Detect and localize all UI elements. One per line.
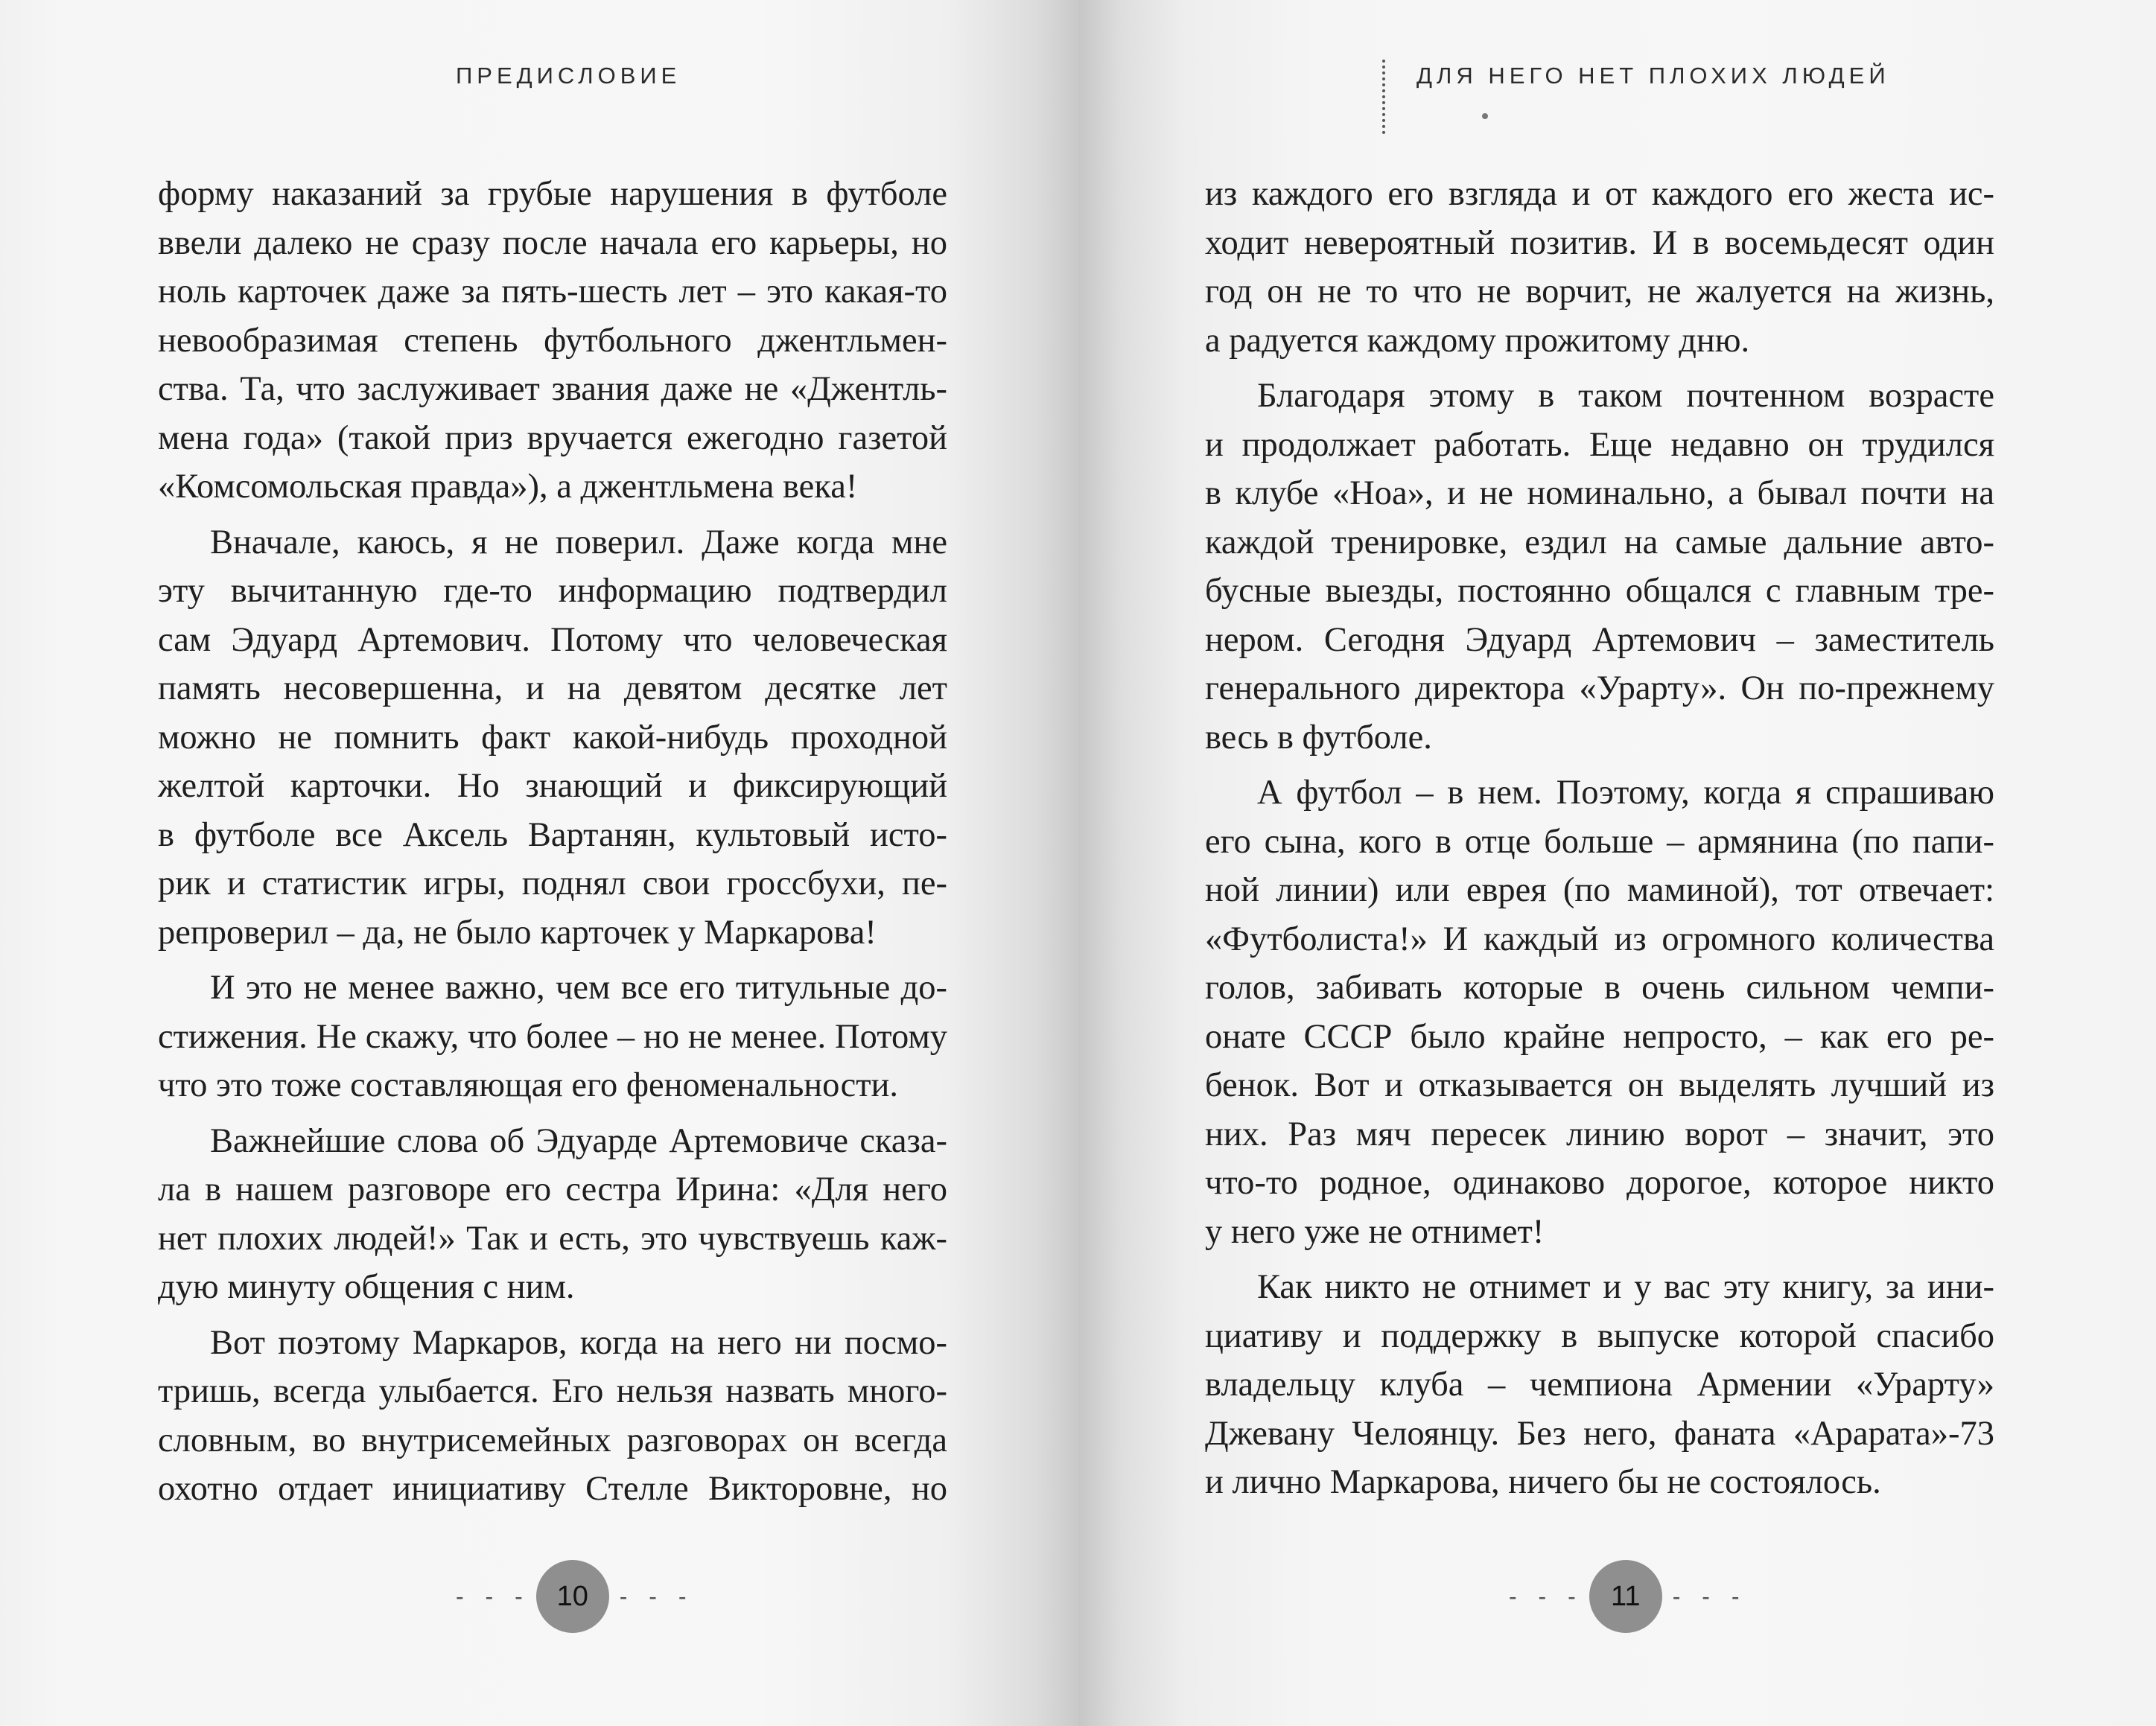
text-line: можно не помнить факт какой-нибудь проходной bbox=[158, 718, 947, 757]
text-line: словным, во внутрисемейных разговорах он всегда bbox=[158, 1421, 947, 1459]
text-line: ства. Та, что заслуживает звания даже не «Джентль- bbox=[158, 370, 947, 408]
text-line: охотно отдает инициативу Стелле Викторовне, но bbox=[158, 1470, 947, 1508]
text-line: ной линии) или еврея (по маминой), тот отвечает: bbox=[1205, 871, 1994, 909]
text-line: ввели далеко не сразу после начала его карьеры, но bbox=[158, 223, 947, 262]
paragraph-gap bbox=[1205, 1256, 1994, 1263]
text-line: форму наказаний за грубые нарушения в футболе bbox=[158, 175, 947, 213]
text-line: генерального директора «Урарту». Он по-прежнему bbox=[1205, 669, 1994, 707]
text-line: Вначале, каюсь, я не поверил. Даже когда мне bbox=[210, 523, 947, 561]
text-line: «Комсомольская правда»), а джентльмена века! bbox=[158, 468, 858, 506]
text-line: тришь, всегда улыбается. Его нельзя назвать много- bbox=[158, 1372, 947, 1410]
text-line: «Футболиста!» И каждый из огромного количества bbox=[1205, 920, 1994, 958]
text-line: И это не менее важно, чем все его титульные до- bbox=[210, 969, 947, 1007]
text-line: ходит невероятный позитив. И в восемьдесят один bbox=[1205, 223, 1994, 262]
text-line: каждой тренировке, ездил на самые дальние авто- bbox=[1205, 523, 1994, 561]
text-line: год он не то что не ворчит, не жалуется на жизнь, bbox=[1205, 273, 1994, 311]
folio-dashes-right-after: - - - bbox=[1672, 1582, 1747, 1610]
running-head-left: ПРЕДИСЛОВИЕ bbox=[456, 63, 681, 89]
folio-dashes-right: - - - bbox=[1509, 1582, 1583, 1610]
paragraph-gap bbox=[1205, 762, 1994, 768]
text-line: А футбол – в нем. Поэтому, когда я спрашиваю bbox=[1257, 774, 1994, 812]
paragraph-gap bbox=[158, 512, 947, 518]
text-line: циативу и поддержку в выпуске которой спасибо bbox=[1205, 1316, 1994, 1355]
text-line: в клубе «Ноа», и не номинально, а бывал почти на bbox=[1205, 474, 1994, 512]
text-line: них. Раз мяч пересек линию ворот – значит, это bbox=[1205, 1115, 1994, 1153]
right-page-text bbox=[1205, 170, 1994, 1507]
text-line: эту вычитанную где-то информацию подтвердил bbox=[158, 572, 947, 610]
text-line: репроверил – да, не было карточек у Маркарова! bbox=[158, 913, 877, 952]
text-line: сам Эдуард Артемович. Потому что человеческая bbox=[158, 620, 947, 659]
text-line: владельцу клуба – чемпиона Армении «Урарту» bbox=[1205, 1366, 1994, 1404]
text-line: и продолжает работать. Еще недавно он трудился bbox=[1205, 425, 1994, 464]
running-head-right: ДЛЯ НЕГО НЕТ ПЛОХИХ ЛЮДЕЙ bbox=[1416, 63, 1890, 89]
text-line: что-то родное, одинаково дорогое, которое никто bbox=[1205, 1164, 1994, 1202]
text-line: ла в нашем разговоре его сестра Ирина: «Для него bbox=[158, 1171, 947, 1208]
left-folio bbox=[456, 1559, 694, 1634]
text-line: у него уже не отнимет! bbox=[1205, 1212, 1545, 1251]
text-line: память несовершенна, и на девятом десятке лет bbox=[158, 669, 947, 707]
paper-speck bbox=[1482, 113, 1488, 119]
text-line: нером. Сегодня Эдуард Артемович – заместитель bbox=[1205, 620, 1994, 659]
text-line: желтой карточки. Но знающий и фиксирующий bbox=[158, 767, 947, 805]
text-line: весь в футболе. bbox=[1205, 718, 1432, 757]
text-line: что это тоже составляющая его феноменальности. bbox=[158, 1066, 899, 1104]
text-line: в футболе все Аксель Вартанян, культовый исто- bbox=[158, 815, 947, 854]
text-line: а радуется каждому прожитому дню. bbox=[1205, 321, 1750, 360]
running-head-rule bbox=[1382, 60, 1385, 134]
text-line: мена года» (такой приз вручается ежегодно газетой bbox=[158, 418, 947, 457]
folio-dashes-left-after: - - - bbox=[619, 1582, 694, 1610]
text-line: онате СССР было крайне непросто, – как его ре- bbox=[1205, 1017, 1994, 1056]
paragraph-gap bbox=[158, 1110, 947, 1117]
text-line: его сына, кого в отце больше – армянина (по папи- bbox=[1205, 822, 1994, 861]
page-number-10: 10 bbox=[536, 1560, 609, 1633]
right-folio bbox=[1509, 1559, 1747, 1634]
text-line: бенок. Вот и отказывается он выделять лучший из bbox=[1205, 1066, 1994, 1104]
page-number-11: 11 bbox=[1589, 1560, 1662, 1633]
text-line: бусные выезды, постоянно общался с главным тре- bbox=[1205, 572, 1994, 610]
left-page-text bbox=[158, 170, 947, 1514]
text-line: стижения. Не скажу, что более – но не менее. Потому bbox=[158, 1017, 947, 1056]
text-line: Вот поэтому Маркаров, когда на него ни посмо- bbox=[210, 1323, 947, 1362]
text-line: ноль карточек даже за пять-шесть лет – это какая-то bbox=[158, 273, 947, 311]
text-line: рик и статистик игры, поднял свои гроссбухи, пе- bbox=[158, 864, 947, 902]
text-line: из каждого его взгляда и от каждого его жеста ис- bbox=[1205, 175, 1994, 213]
text-line: дую минуту общения с ним. bbox=[158, 1268, 575, 1306]
right-page bbox=[1078, 0, 2156, 1726]
text-line: Важнейшие слова об Эдуарде Артемовиче сказа- bbox=[210, 1121, 947, 1160]
text-line: голов, забивать которые в очень сильном чемпи- bbox=[1205, 969, 1994, 1007]
text-line: нет плохих людей!» Так и есть, это чувствуешь каж- bbox=[158, 1219, 947, 1258]
text-line: Как никто не отнимет и у вас эту книгу, за ини- bbox=[1257, 1268, 1994, 1306]
paragraph-gap bbox=[158, 957, 947, 964]
text-line: Джевану Челоянцу. Без него, фаната «Арарата»-73 bbox=[1205, 1414, 1994, 1453]
paragraph-gap bbox=[1205, 365, 1994, 372]
text-line: Благодаря этому в таком почтенном возрасте bbox=[1257, 377, 1994, 415]
text-line: и лично Маркарова, ничего бы не состоялось. bbox=[1205, 1463, 1881, 1501]
text-line: невообразимая степень футбольного джентльмен- bbox=[158, 321, 947, 360]
paragraph-gap bbox=[158, 1312, 947, 1319]
folio-dashes-left: - - - bbox=[456, 1582, 530, 1610]
